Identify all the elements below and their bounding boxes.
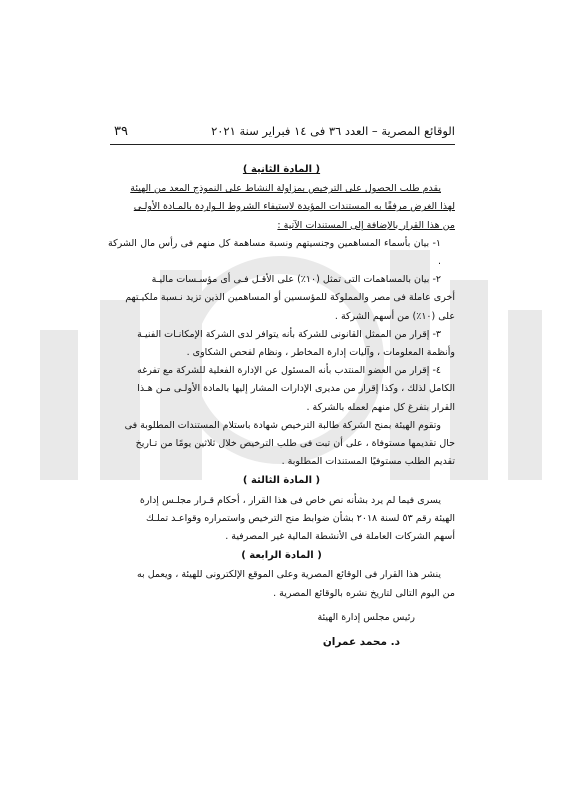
- paragraph-line: الهيئة رقم ٥٣ لسنة ٢٠١٨ بشأن ضوابط منح الترخيص واستمراره وقواعـد تملـك: [146, 512, 455, 524]
- gazette-title: الوقائع المصرية – العدد ٣٦ فى ١٤ فبراير سنة ٢٠٢١: [211, 124, 455, 138]
- signature-role: رئيس مجلس إدارة الهيئة: [317, 611, 415, 623]
- list-item: أخرى عاملة فى مصر والمملوكة للمؤسسين أو المساهمين الذين تزيد نـسبة ملكيـتهم: [125, 292, 455, 304]
- document-body: [108, 160, 455, 651]
- article-2-heading: ( المادة الثانية ): [242, 164, 321, 175]
- page-header: [110, 120, 455, 140]
- list-item: القرار بتفرغ كل منهم لعمله بالشركة .: [306, 401, 455, 413]
- list-item: على (١٠٪) من أسهم الشركة .: [334, 310, 455, 322]
- list-item: وأنظمة المعلومات ، وآليات إدارة المخاطر ، ونظام لفحص الشكاوى .: [186, 347, 455, 359]
- list-item: ١- بيان بأسماء المساهمين وجنسيتهم ونسبة مساهمة كل منهم فى رأس مال الشركة .: [108, 237, 441, 268]
- list-item: ٤- إقرار من العضو المنتدب بأنه المسئول عن الإدارة الفعلية للشركة مع تفرغه: [137, 365, 441, 377]
- paragraph-line: تقديم الطلب مستوفيًا المستندات المطلوبة .: [281, 456, 455, 468]
- signature-name: د. محمد عمران: [322, 636, 400, 649]
- article-2-line: من هذا القرار بالإضافة إلى المستندات الآتية :: [277, 219, 455, 231]
- paragraph-line: من اليوم التالى لتاريخ نشره بالوقائع المصرية .: [273, 587, 455, 599]
- paragraph-line: أسهم الشركات العاملة فى الأنشطة المالية غير المصرفية .: [225, 531, 455, 543]
- paragraph-line: ينشر هذا القرار فى الوقائع المصرية وعلى الموقع الإلكترونى للهيئة ، ويعمل به: [136, 569, 441, 581]
- article-3-heading: ( المادة الثالثة ): [242, 475, 321, 487]
- article-2-line: لهذا الغرض مرفقًا به المستندات المؤيدة لاستيفاء الشروط الـواردة بالمـادة الأولـى: [133, 201, 455, 213]
- page-number: ٣٩: [114, 124, 128, 139]
- list-item: الكامل لذلك ، وكذا إقرار من مديرى الإدارات المشار إليها بالمادة الأولـى مـن هـذا: [137, 383, 455, 395]
- paragraph-line: وتقوم الهيئة بمنح الشركة طالبة الترخيص شهادة باستلام المستندات المطلوبة فى: [124, 419, 441, 431]
- paragraph-line: حال تقديمها مستوفاة ، على أن تبت فى طلب الترخيص خلال ثلاثين يومًا من تـاريخ: [135, 438, 455, 450]
- article-2-line: يقدم طلب الحصول على الترخيص بمزاولة النشاط على النموذج المعد من الهيئة: [130, 183, 441, 195]
- paragraph-line: يسرى فيما لم يرد بشأنه نص خاص فى هذا القرار ، أحكام قـرار مجلـس إدارة: [139, 494, 441, 506]
- list-item: ٣- إقرار من الممثل القانونى للشركة بأنه يتوافر لدى الشركة الإمكانـات الفنيـة: [137, 328, 441, 340]
- header-divider: [110, 144, 455, 145]
- article-4-heading: ( المادة الرابعة ): [241, 550, 322, 562]
- list-item: ٢- بيان بالمساهمات التى تمثل (١٠٪) على الأقـل فـى أى مؤسـسات ماليـة: [151, 274, 441, 286]
